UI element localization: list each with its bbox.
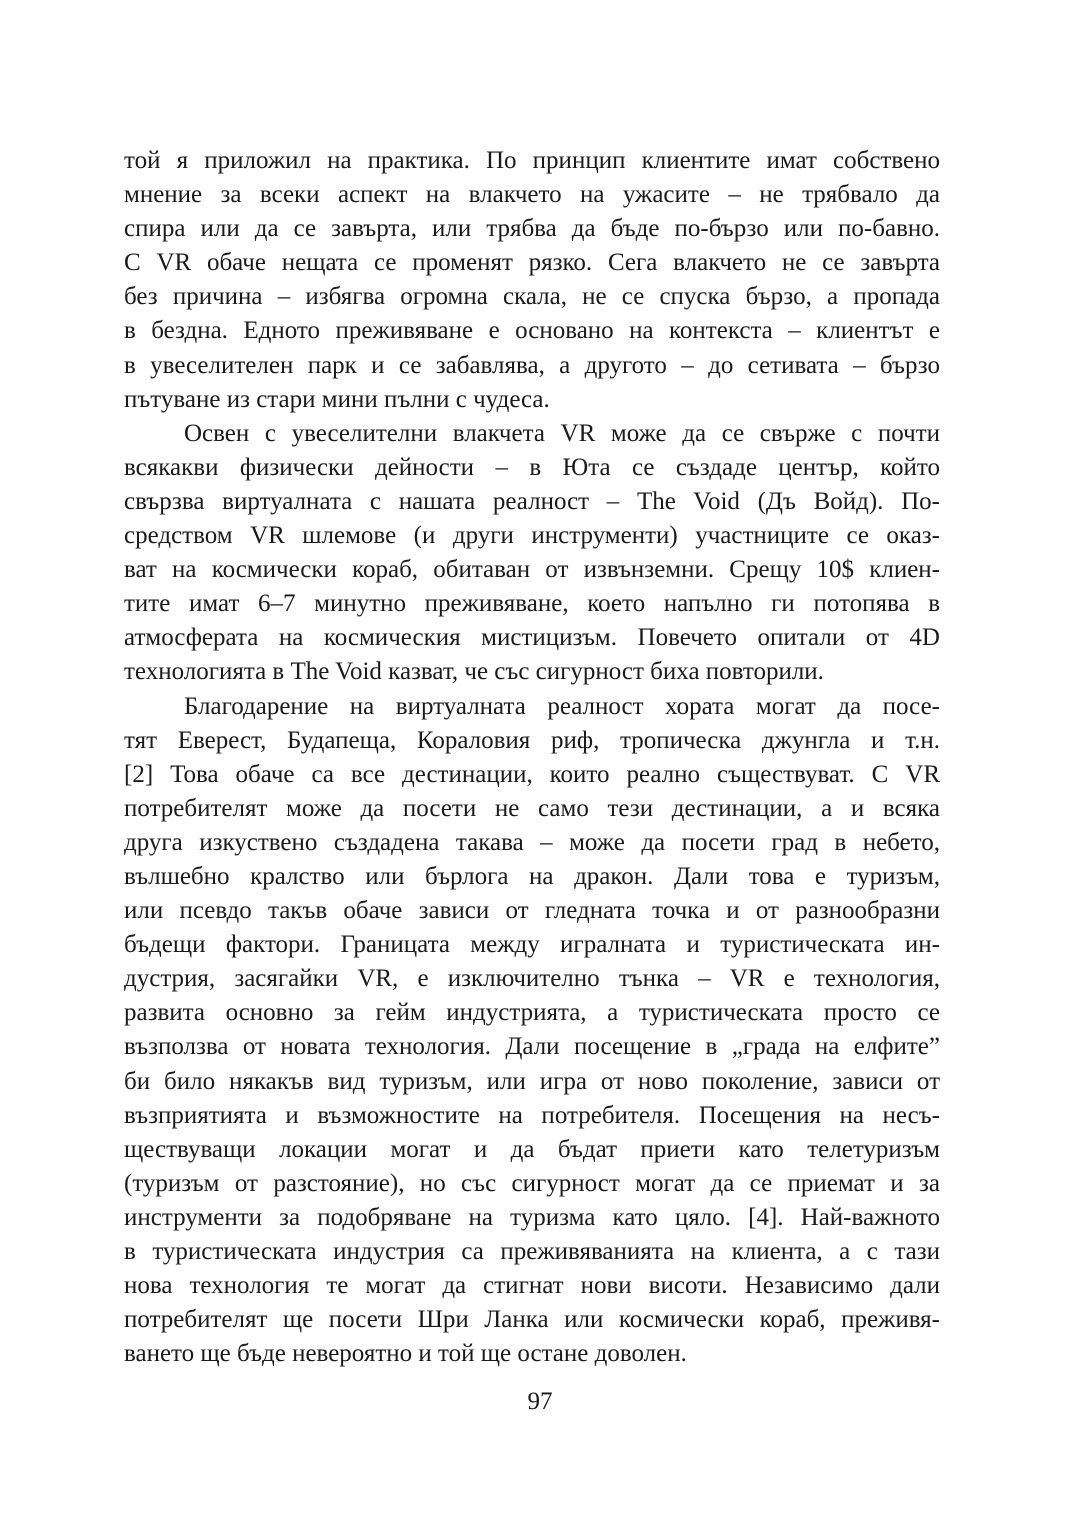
paragraph-2: [124, 417, 940, 690]
text-line: без причина – избягва огромна скала, не се спуска бързо, а пропада: [124, 283, 940, 311]
text-line: вълшебно кралство или бърлога на дракон. Дали това е туризъм,: [124, 862, 940, 890]
text-line: всякакви физически дейности – в Юта се създаде център, който: [124, 453, 940, 481]
text-line: нова технология те могат да стигнат нови висоти. Независимо дали: [124, 1272, 940, 1300]
text-line: средством VR шлемове (и други инструменти) участниците се оказ-: [124, 522, 940, 550]
text-line: друга изкуствено създадена такава – може да посети град в небето,: [124, 828, 940, 856]
text-line: или псевдо такъв обаче зависи от гледната точка и от разнообразни: [124, 897, 940, 925]
text-line: ществуващи локации могат и да бъдат приети като телетуризъм: [124, 1135, 940, 1163]
text-line: в увеселителен парк и се забавлява, а другото – до сетивата – бързо: [124, 351, 940, 379]
text-line: дустрия, засягайки VR, е изключително тънка – VR е технология,: [124, 965, 940, 993]
text-line: в бездна. Едното преживяване е основано на контекста – клиентът е: [124, 317, 940, 345]
paragraph-3: [124, 690, 940, 1372]
text-line: (туризъм от разстояние), но със сигурност могат да се приемат и за: [124, 1169, 940, 1197]
text-line: спира или да се завърта, или трябва да бъде по-бързо или по-бавно.: [124, 215, 940, 243]
text-line: бъдещи фактори. Границата между игралната и туристическата ин-: [124, 931, 940, 959]
page-number: 97: [527, 1388, 553, 1415]
text-line: тите имат 6–7 минутно преживяване, което напълно ги потопява в: [124, 590, 940, 618]
text-line: той я приложил на практика. По принцип клиентите имат собствено: [124, 147, 940, 174]
paragraph-1: [124, 144, 940, 417]
text-line: технологията в The Void казват, че със сигурност биха повторили.: [124, 658, 824, 686]
text-line: [2] Това обаче са все дестинации, които реално съществуват. С VR: [124, 760, 940, 788]
text-line: би било някакъв вид туризъм, или игра от ново поколение, зависи от: [124, 1067, 940, 1095]
text-line: свързва виртуалната с нашата реалност – The Void (Дъ Войд). По-: [124, 487, 940, 515]
text-line: възползва от новата технология. Дали посещение в „града на елфите”: [124, 1033, 940, 1061]
text-line: мнение за всеки аспект на влакчето на ужасите – не трябвало да: [124, 181, 940, 209]
text-line: възприятията и възможностите на потребителя. Посещения на несъ-: [124, 1101, 940, 1129]
text-line: инструменти за подобряване на туризма като цяло. [4]. Най-важното: [124, 1203, 940, 1231]
text-line: ват на космически кораб, обитаван от извънземни. Срещу 10$ клиен-: [124, 556, 940, 584]
text-line: потребителят може да посети не само тези дестинации, а и всяка: [124, 794, 940, 822]
text-line: Освен с увеселителни влакчета VR може да се свърже с почти: [184, 419, 940, 447]
text-line: Благодарение на виртуалната реалност хората могат да посе-: [184, 692, 940, 720]
text-line: пътуване из стари мини пълни с чудеса.: [124, 385, 550, 413]
text-line: С VR обаче нещата се променят рязко. Сега влакчето не се завърта: [124, 249, 940, 277]
text-line: в туристическата индустрия са преживяванията на клиента, а с тази: [124, 1238, 940, 1265]
text-line: атмосферата на космическия мистицизъм. Повечето опитали от 4D: [124, 624, 940, 652]
text-line: тят Еверест, Будапеща, Кораловия риф, тропическа джунгла и т.н.: [124, 726, 940, 754]
text-line: ването ще бъде невероятно и той ще остане доволен.: [124, 1340, 687, 1368]
text-line: потребителят ще посети Шри Ланка или космически кораб, преживя-: [124, 1306, 940, 1334]
body-text: [124, 144, 940, 1371]
text-line: развита основно за гейм индустрията, а туристическата просто се: [124, 999, 940, 1027]
